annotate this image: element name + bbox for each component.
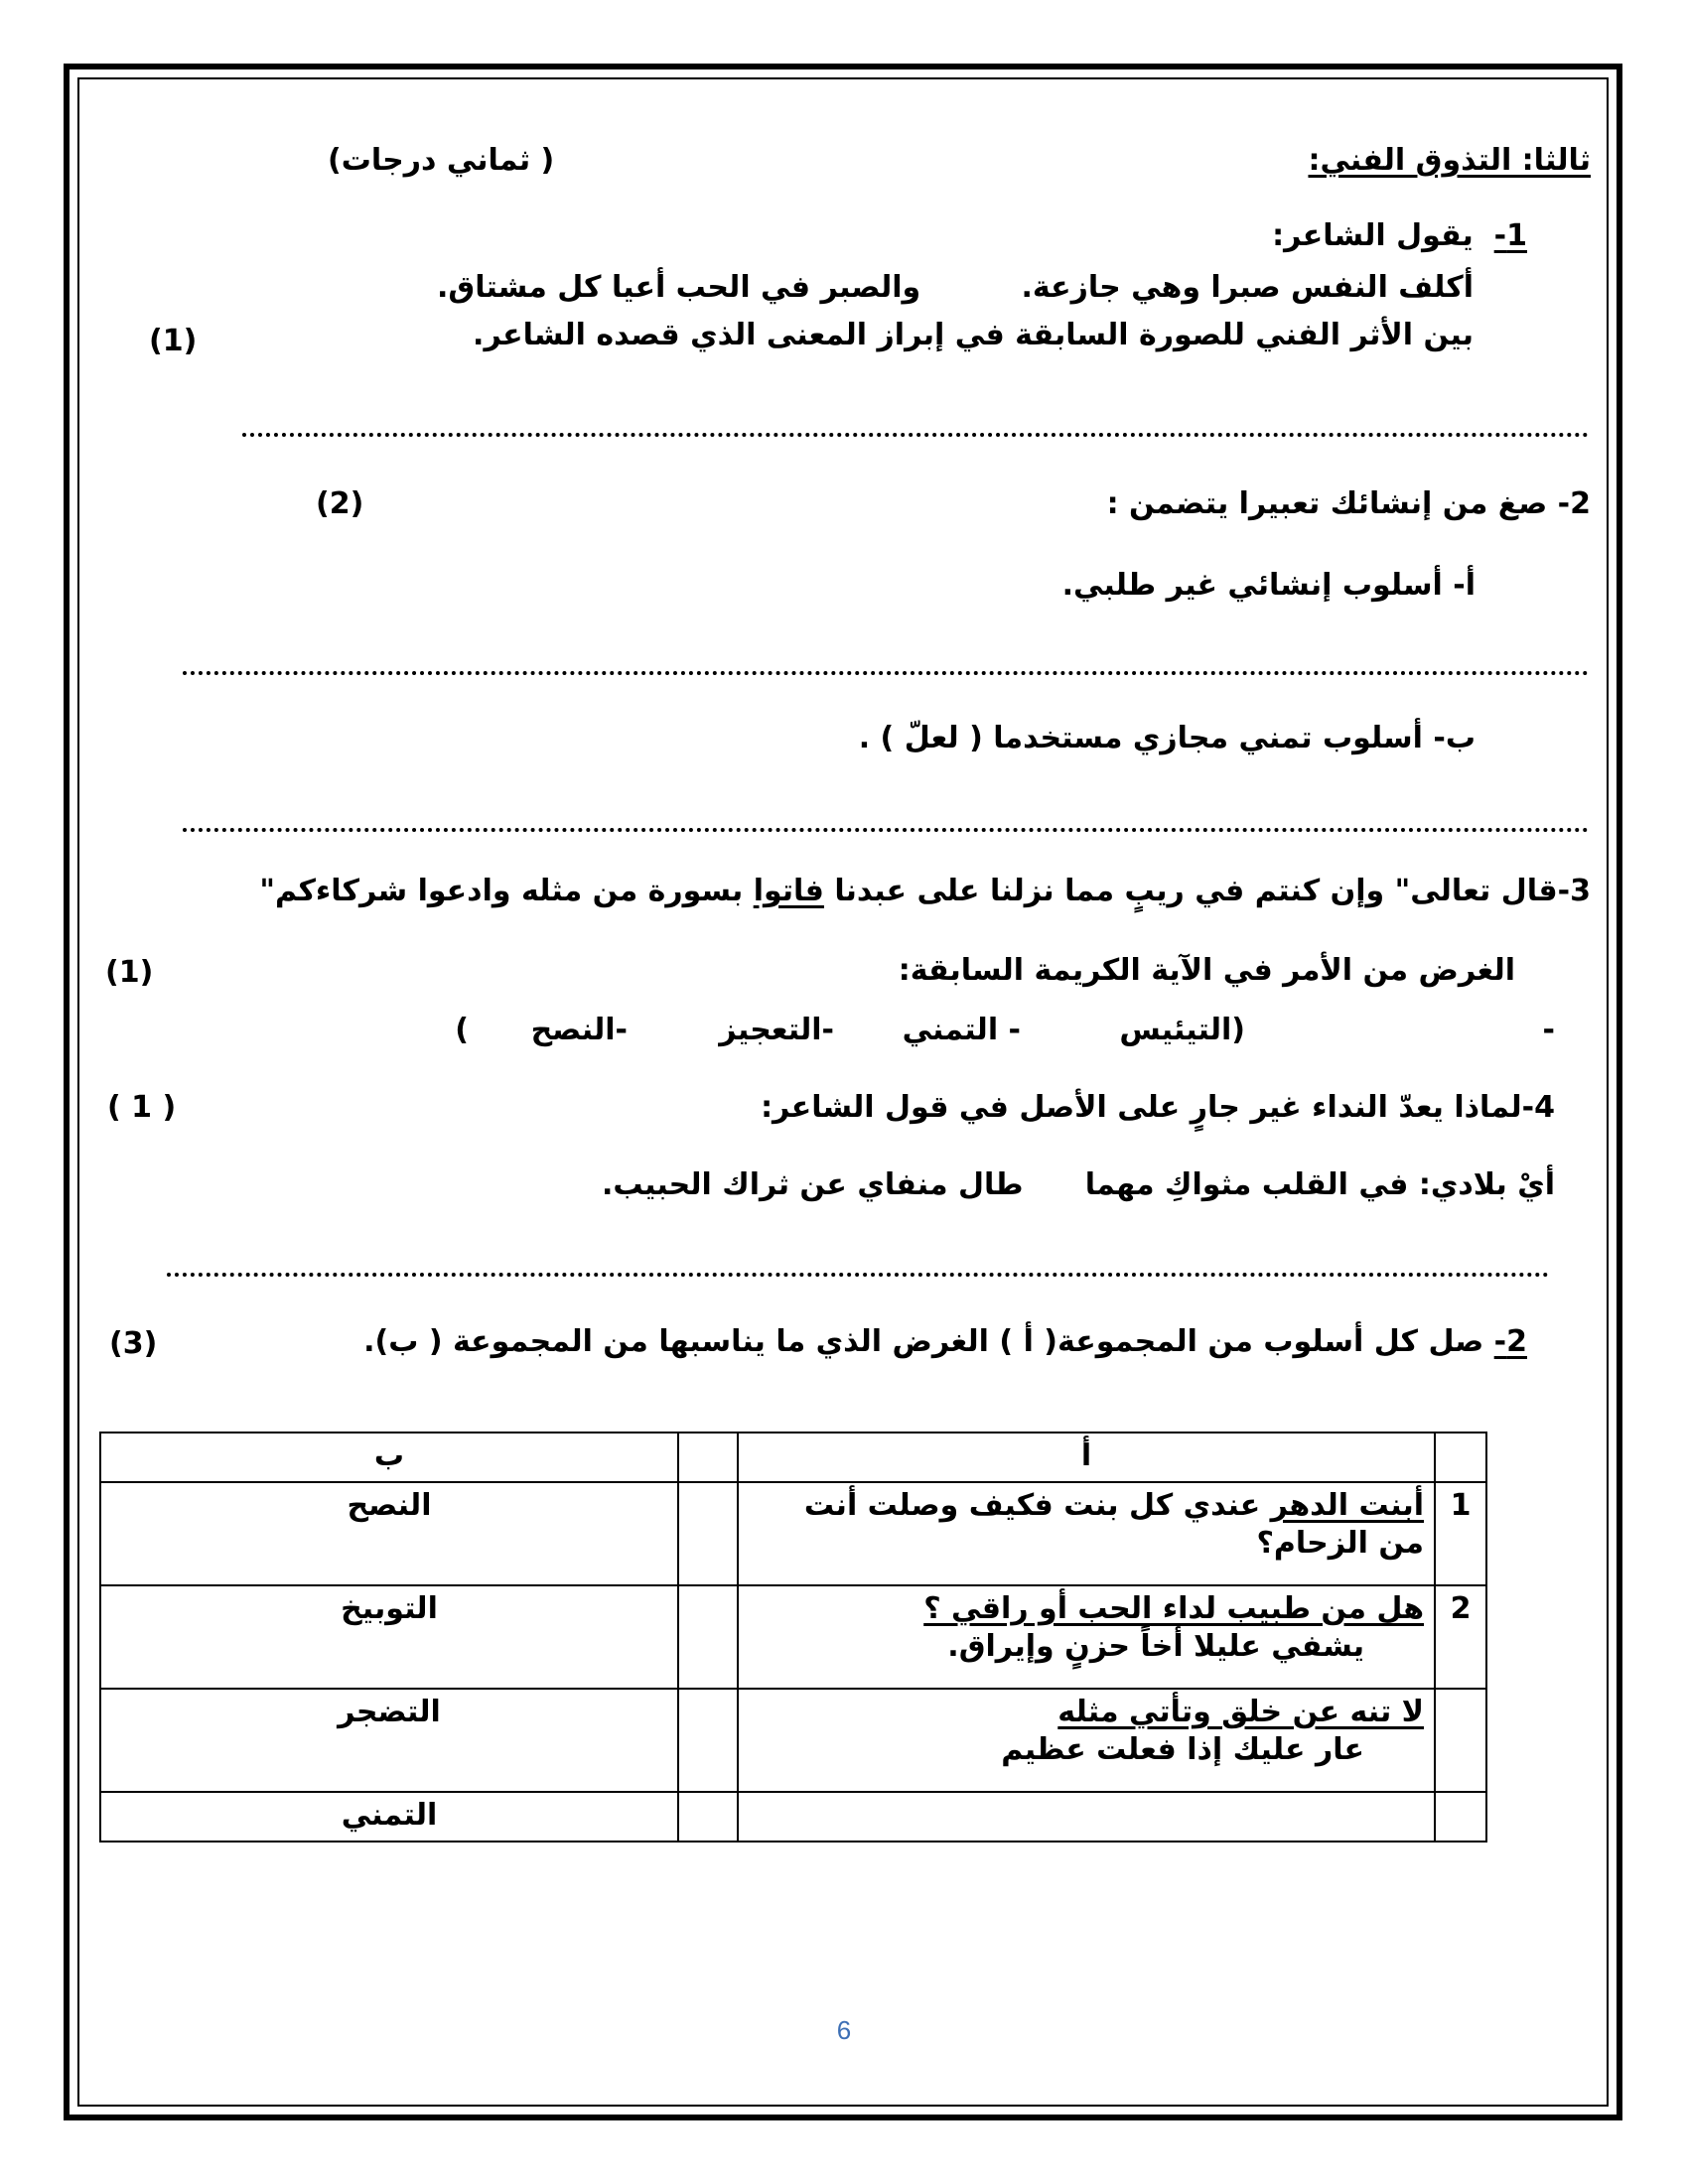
answer-cell[interactable]	[678, 1792, 738, 1842]
q1-answer-line[interactable]	[242, 433, 1589, 437]
q3-verse	[259, 874, 1591, 909]
table-row	[100, 1585, 1486, 1689]
group-b-item: النصح	[100, 1482, 678, 1585]
q5-marks: (3)	[109, 1326, 158, 1361]
q3-dash: -	[1542, 1013, 1555, 1047]
q1-intro: يقول الشاعر:	[1272, 218, 1474, 253]
q4-verse-part2: طال منفاي عن ثراك الحبيب.	[602, 1167, 1024, 1202]
q4-verse-part1: أيْ بلادي: في القلب مثواكِ مهما	[1084, 1167, 1555, 1202]
q5-number: 2-	[1493, 1324, 1527, 1359]
group-a-line2: يشفي عليلا أخاً حزنٍ وإيراق.	[947, 1628, 1364, 1664]
q4-marks: ( 1 )	[107, 1090, 177, 1125]
group-b-item: التوبيخ	[100, 1585, 678, 1689]
group-a-line1-rest: عندي كل بنت فكيف وصلت أنت	[803, 1488, 1271, 1523]
q4-answer-line[interactable]	[167, 1273, 1549, 1277]
table-header-row	[100, 1433, 1486, 1482]
q5-prompt: صل كل أسلوب من المجموعة( أ ) الغرض الذي ما يناسبها من المجموعة ( ب).	[363, 1324, 1494, 1359]
q2b-answer-line[interactable]	[183, 828, 1589, 832]
matching-table	[99, 1432, 1487, 1843]
header-group-a: أ	[738, 1433, 1435, 1482]
group-a-underlined: أبنت الدهر	[1270, 1488, 1424, 1523]
group-b-item: التمني	[100, 1792, 678, 1842]
group-a-line2: عار عليك إذا فعلت عظيم	[1001, 1731, 1364, 1767]
q3-option-1: (التيئيس	[1119, 1013, 1245, 1047]
q3-question: الغرض من الأمر في الآية الكريمة السابقة:	[898, 953, 1515, 988]
table-row	[100, 1689, 1486, 1792]
group-b-item: التضجر	[100, 1689, 678, 1792]
q3-text-before: 3-قال تعالى" وإن كنتم في ريبٍ مما نزلنا على عبدنا	[823, 874, 1591, 908]
q2a-answer-line[interactable]	[183, 671, 1589, 675]
q3-option-3: -التعجيز	[719, 1013, 834, 1047]
group-a-underlined: هل من طبيب لداء الحب أو راقي ؟	[923, 1591, 1424, 1626]
group-a-item	[738, 1482, 1435, 1585]
table-row	[100, 1482, 1486, 1585]
row-number: 1	[1435, 1482, 1486, 1585]
group-a-item	[738, 1689, 1435, 1792]
number-cell	[1435, 1433, 1486, 1482]
answer-cell[interactable]	[678, 1689, 738, 1792]
q3-option-4: -النصح	[530, 1013, 628, 1047]
q1-verse-part2: والصبر في الحب أعيا كل مشتاق.	[437, 270, 921, 305]
q3-text-after: بسورة من مثله وادعوا شركاءكم"	[259, 874, 754, 908]
q1-number: 1-	[1493, 218, 1527, 253]
section-title: ثالثا: التذوق الفني:	[1308, 143, 1591, 178]
answer-cell[interactable]	[678, 1482, 738, 1585]
q4-question: 4-لماذا يعدّ النداء غير جارٍ على الأصل في قول الشاعر:	[761, 1090, 1555, 1125]
group-a-item	[738, 1792, 1435, 1842]
answer-cell[interactable]	[678, 1433, 738, 1482]
answer-cell[interactable]	[678, 1585, 738, 1689]
row-number	[1435, 1689, 1486, 1792]
header-group-b: ب	[100, 1433, 678, 1482]
q2-marks: (2)	[316, 486, 364, 521]
q3-underlined-word: فاتوا	[753, 874, 824, 908]
q3-option-2: - التمني	[902, 1013, 1021, 1047]
group-a-underlined: لا تنه عن خلق وتأتي مثله	[1057, 1695, 1424, 1729]
table-row	[100, 1792, 1486, 1842]
q1-marks: (1)	[149, 324, 198, 358]
group-a-item	[738, 1585, 1435, 1689]
q3-close-paren: )	[455, 1013, 469, 1047]
section-marks: ( ثماني درجات)	[328, 143, 555, 178]
q2-prompt: 2- صغ من إنشائك تعبيرا يتضمن :	[1106, 486, 1591, 521]
q2-item-a: أ- أسلوب إنشائي غير طلبي.	[1061, 568, 1476, 603]
q1-verse-part1: أكلف النفس صبرا وهي جازعة.	[1021, 270, 1474, 305]
q1-intro-line	[1272, 218, 1527, 254]
q1-question: بين الأثر الفني للصورة السابقة في إبراز المعنى الذي قصده الشاعر.	[473, 318, 1474, 352]
q3-marks: (1)	[105, 955, 154, 990]
q5-prompt-line	[363, 1324, 1527, 1360]
row-number: 2	[1435, 1585, 1486, 1689]
page-number: 6	[836, 2015, 852, 2045]
group-a-line2: من الزحام؟	[1256, 1525, 1424, 1561]
row-number	[1435, 1792, 1486, 1842]
q2-item-b: ب- أسلوب تمني مجازي مستخدما ( لعلّ ) .	[858, 721, 1476, 755]
